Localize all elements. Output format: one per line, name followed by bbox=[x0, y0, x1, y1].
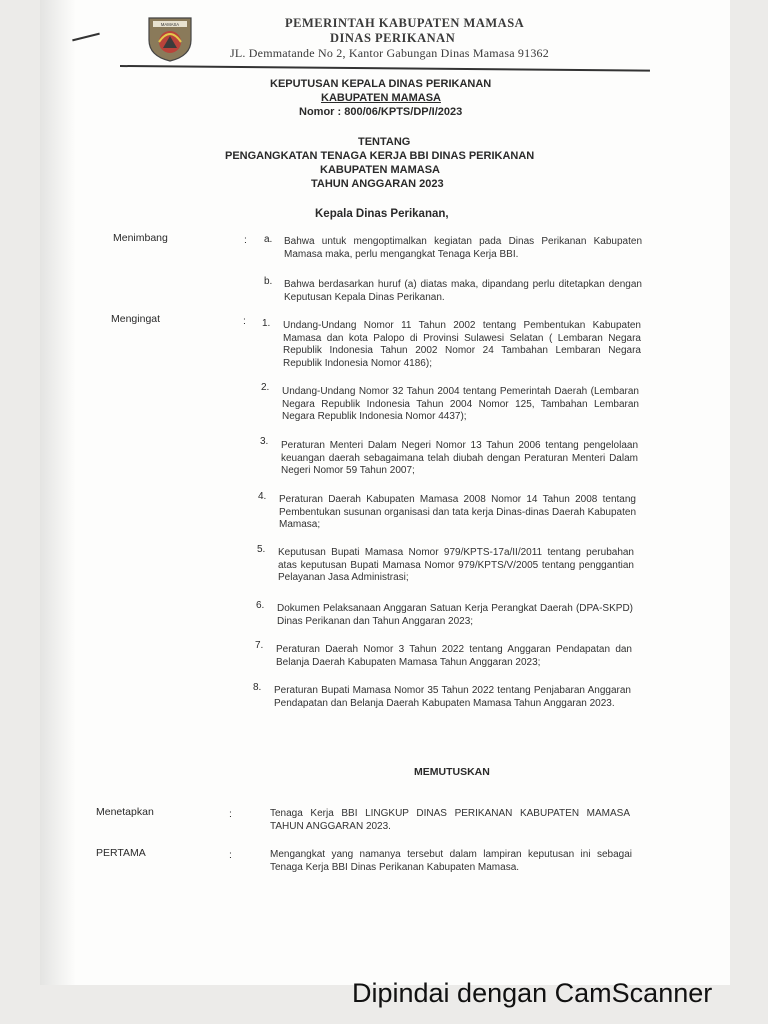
scanner-watermark: Dipindai dengan CamScanner bbox=[352, 978, 713, 1008]
mengingat-item-4: Peraturan Daerah Kabupaten Mamasa 2008 Nomor 14 Tahun 2008 tentang Pembentukan susunan organisasi dan tata kerja Dinas-dinas Daerah Kabupaten Mamasa; bbox=[279, 494, 636, 530]
decree-title: KEPUTUSAN KEPALA DINAS PERIKANAN bbox=[270, 78, 492, 90]
mengingat-marker-6: 6. bbox=[256, 600, 265, 611]
mengingat-item-3: Peraturan Menteri Dalam Negeri Nomor 13 Tahun 2006 tentang pengelolaan keuangan daerah sebagaimana telah diubah dengan Peraturan Menteri Dalam Negeri Nomor 59 Tahun 2007; bbox=[281, 440, 638, 476]
mengingat-marker-7: 7. bbox=[255, 640, 264, 651]
menimbang-item-b: Bahwa berdasarkan huruf (a) diatas maka, dipandang perlu ditetapkan dengan Keputusan Kepala Dinas Perikanan. bbox=[284, 279, 642, 303]
mengingat-colon: : bbox=[243, 315, 246, 327]
mengingat-item-5: Keputusan Bupati Mamasa Nomor 979/KPTS-17a/II/2011 tentang perubahan atas keputusan Bupati Mamasa Nomor 979/KPTS/V/2005 tentang penggantian Pelayanan Jasa Administrasi; bbox=[278, 547, 634, 583]
letterhead-address: JL. Demmatande No 2, Kantor Gabungan Dinas Mamasa 91362 bbox=[230, 46, 549, 60]
mengingat-item-1: Undang-Undang Nomor 11 Tahun 2002 tentang Pembentukan Kabupaten Mamasa dan kota Palopo di Provinsi Sulawesi Selatan ( Lembaran Negara Republik Indonesia Tahun 2002 Nomor 24 Tambahan Lembaran Negara Republik Indonesia Nomor 4186); bbox=[283, 320, 641, 369]
decree-title-regency: KABUPATEN MAMASA bbox=[321, 92, 441, 104]
letterhead-department: DINAS PERIKANAN bbox=[330, 31, 456, 45]
regency-emblem-icon bbox=[145, 14, 195, 62]
page-edge-shadow bbox=[40, 0, 76, 985]
mengingat-label: Mengingat bbox=[111, 313, 161, 325]
mengingat-marker-2: 2. bbox=[261, 382, 270, 393]
menetapkan-text: Tenaga Kerja BBI LINGKUP DINAS PERIKANAN KABUPATEN MAMASA TAHUN ANGGARAN 2023. bbox=[270, 808, 630, 832]
mengingat-item-8: Peraturan Bupati Mamasa Nomor 35 Tahun 2022 tentang Penjabaran Anggaran Pendapatan dan Belanja Daerah Kabupaten Mamasa Tahun Anggaran 2023. bbox=[274, 685, 631, 709]
menimbang-item-a: Bahwa untuk mengoptimalkan kegiatan pada Dinas Perikanan Kabupaten Mamasa maka, perlu mengangkat Tenaga Kerja BBI. bbox=[284, 236, 642, 260]
subject-line-3: TAHUN ANGGARAN 2023 bbox=[311, 178, 444, 190]
subject-line-1: PENGANGKATAN TENAGA KERJA BBI DINAS PERIKANAN bbox=[225, 150, 535, 162]
menimbang-marker-a: a. bbox=[264, 234, 273, 245]
menimbang-marker-b: b. bbox=[264, 276, 273, 287]
menetapkan-label: Menetapkan bbox=[96, 806, 154, 818]
pertama-text: Mengangkat yang namanya tersebut dalam lampiran keputusan ini sebagai Tenaga Kerja BBI Dinas Perikanan Kabupaten Mamasa. bbox=[270, 849, 632, 873]
menimbang-label: Menimbang bbox=[113, 232, 168, 244]
mengingat-item-7: Peraturan Daerah Nomor 3 Tahun 2022 tentang Anggaran Pendapatan dan Belanja Daerah Kabupaten Mamasa Tahun Anggaran 2023; bbox=[276, 644, 632, 668]
emblem-text: MAMASA bbox=[160, 22, 180, 27]
menetapkan-colon: : bbox=[229, 808, 232, 820]
official-title: Kepala Dinas Perikanan, bbox=[315, 208, 449, 220]
subject-line-2: KABUPATEN MAMASA bbox=[320, 164, 440, 176]
decree-number: Nomor : 800/06/KPTS/DP/I/2023 bbox=[299, 106, 463, 118]
memutuskan-heading: MEMUTUSKAN bbox=[414, 766, 490, 778]
mengingat-item-2: Undang-Undang Nomor 32 Tahun 2004 tentang Pemerintah Daerah (Lembaran Negara Republik Indonesia Tahun 2004 Nomor 125, Tambahan Lembaran Negara Republik Indonesia Nomor 4437); bbox=[282, 386, 639, 422]
mengingat-marker-1: 1. bbox=[262, 318, 271, 329]
pertama-label: PERTAMA bbox=[96, 847, 146, 859]
menimbang-colon: : bbox=[244, 234, 247, 246]
subject-heading: TENTANG bbox=[358, 136, 411, 148]
pertama-colon: : bbox=[229, 849, 232, 861]
mengingat-marker-5: 5. bbox=[257, 544, 266, 555]
mengingat-marker-8: 8. bbox=[253, 682, 262, 693]
mengingat-item-6: Dokumen Pelaksanaan Anggaran Satuan Kerja Perangkat Daerah (DPA-SKPD) Dinas Perikanan dan Tahun Anggaran 2023; bbox=[277, 603, 633, 627]
letterhead-government: PEMERINTAH KABUPATEN MAMASA bbox=[285, 16, 525, 30]
mengingat-marker-4: 4. bbox=[258, 491, 267, 502]
mengingat-marker-3: 3. bbox=[260, 436, 269, 447]
